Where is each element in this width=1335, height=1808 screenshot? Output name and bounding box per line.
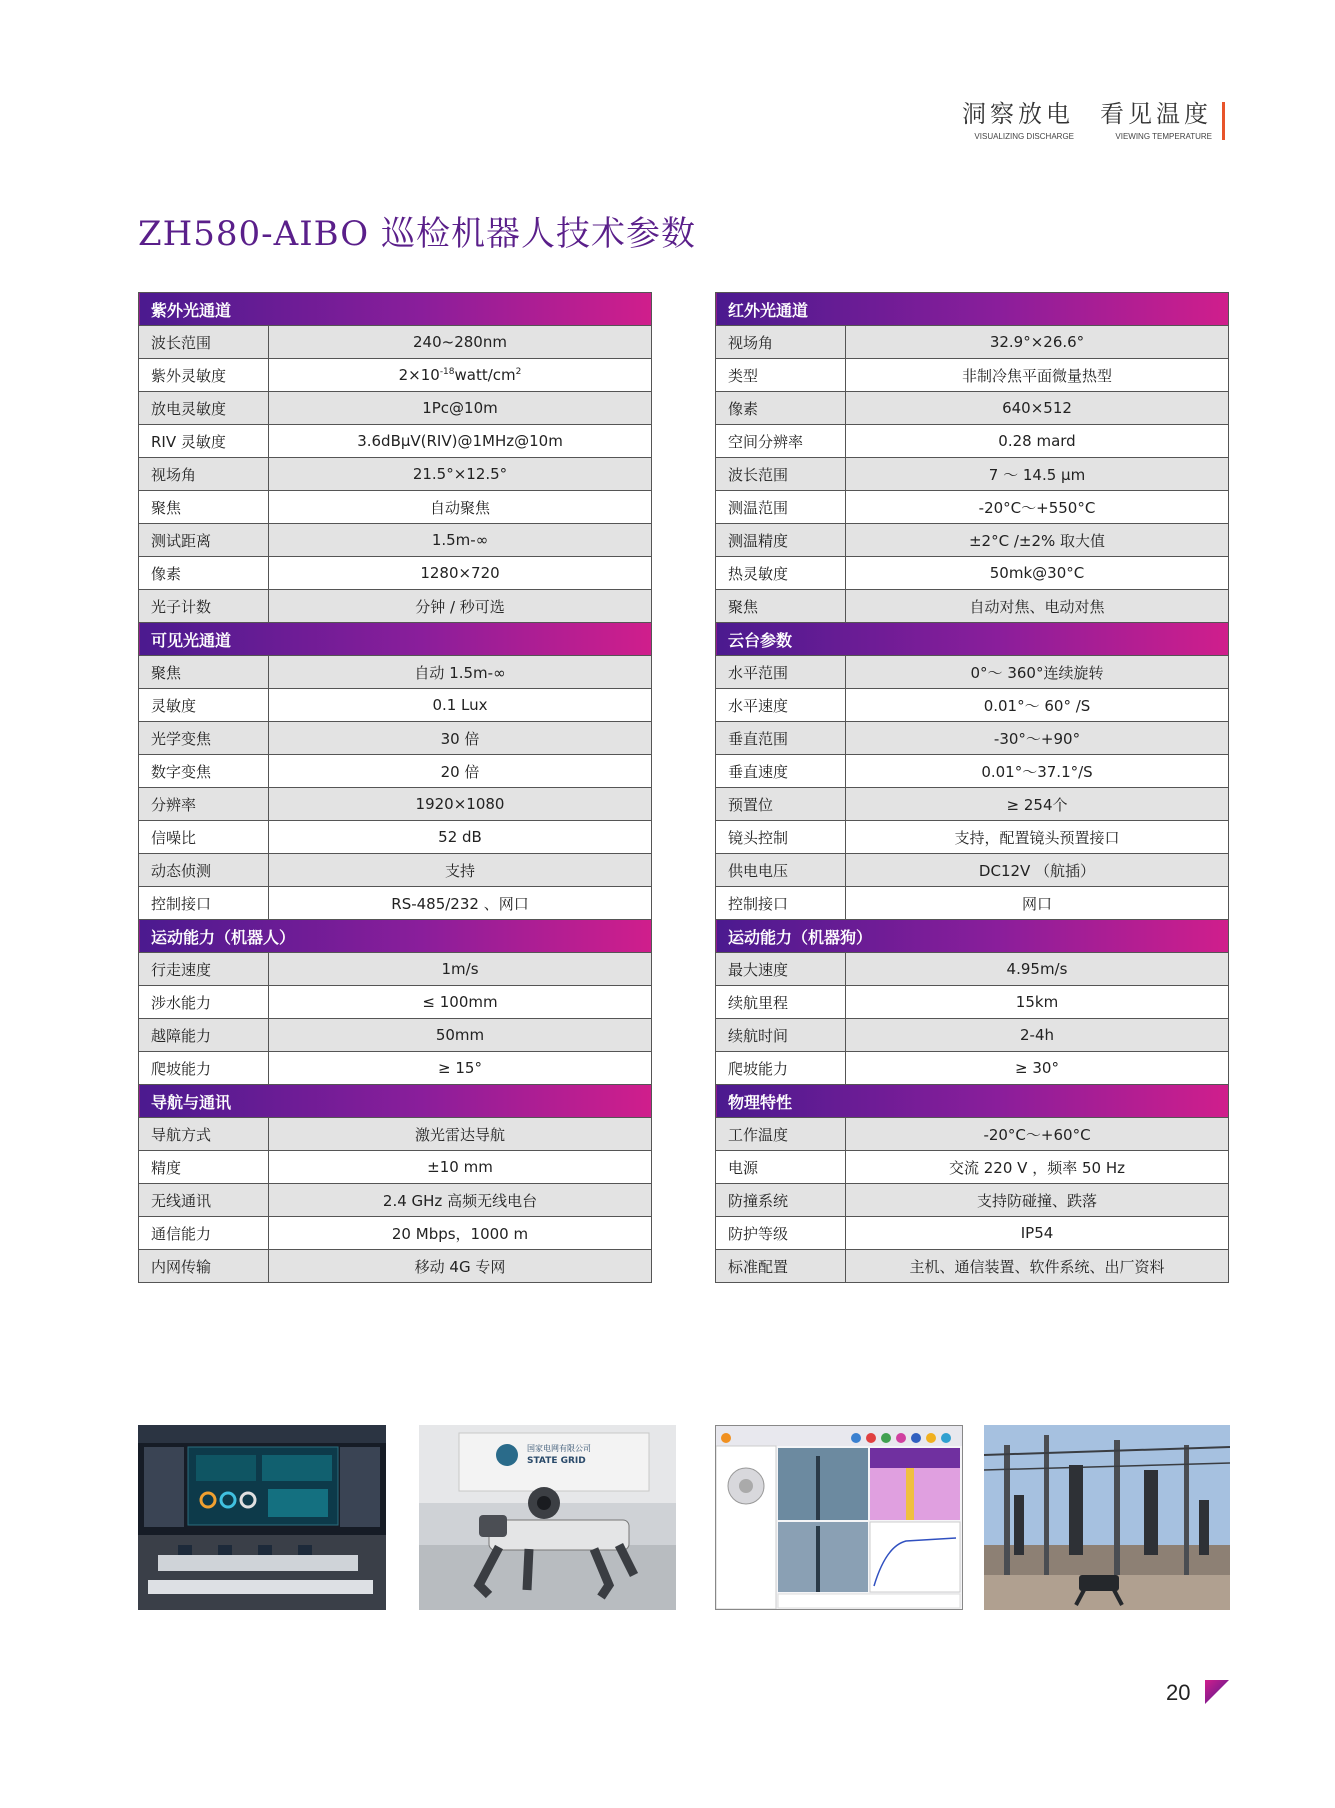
table-row: [139, 326, 652, 359]
param-name: 行走速度: [139, 953, 269, 986]
param-name: 爬坡能力: [139, 1052, 269, 1085]
section-header: [716, 623, 1229, 656]
param-name: 最大速度: [716, 953, 846, 986]
param-name: 供电电压: [716, 854, 846, 887]
table-row: [716, 1019, 1229, 1052]
param-name: 水平范围: [716, 656, 846, 689]
slogan-temperature-en: VIEWING TEMPERATURE: [1115, 132, 1212, 141]
section-title: 运动能力（机器人）: [139, 920, 652, 953]
param-name: 动态侦测: [139, 854, 269, 887]
table-row: [139, 1151, 652, 1184]
table-row: [716, 854, 1229, 887]
param-name: 涉水能力: [139, 986, 269, 1019]
table-row: [716, 986, 1229, 1019]
param-value: 52 dB: [269, 821, 652, 854]
param-name: 像素: [139, 557, 269, 590]
param-value: 支持: [269, 854, 652, 887]
param-value: 主机、通信装置、软件系统、出厂资料: [846, 1250, 1229, 1283]
param-value: ≥ 254个: [846, 788, 1229, 821]
page-title: ZH580-AIBO 巡检机器人技术参数: [138, 214, 696, 254]
section-header: [139, 623, 652, 656]
table-row: [139, 359, 652, 392]
section-header: [139, 920, 652, 953]
software-screenshot-photo: [715, 1425, 963, 1610]
param-value: -20°C～+60°C: [846, 1118, 1229, 1151]
param-value: 自动聚焦: [269, 491, 652, 524]
state-grid-en: STATE GRID: [527, 1456, 586, 1466]
param-name: 光学变焦: [139, 722, 269, 755]
param-name: 聚焦: [139, 656, 269, 689]
table-row: [139, 1118, 652, 1151]
table-row: [716, 821, 1229, 854]
param-value: 0.28 mard: [846, 425, 1229, 458]
param-name: 视场角: [716, 326, 846, 359]
param-name: 内网传输: [139, 1250, 269, 1283]
table-row: [716, 590, 1229, 623]
param-name: 续航时间: [716, 1019, 846, 1052]
table-row: [139, 1217, 652, 1250]
robot-dog-photo: [419, 1425, 676, 1610]
spec-table-left: [138, 292, 652, 1283]
param-name: 光子计数: [139, 590, 269, 623]
table-row: [139, 1052, 652, 1085]
param-value: 1Pc@10m: [269, 392, 652, 425]
corner-triangle-icon: [1205, 1680, 1229, 1704]
slogan-temperature: [1100, 100, 1212, 141]
param-name: 类型: [716, 359, 846, 392]
table-row: [139, 425, 652, 458]
param-name: 波长范围: [139, 326, 269, 359]
table-row: [139, 821, 652, 854]
table-row: [139, 953, 652, 986]
param-value: 32.9°×26.6°: [846, 326, 1229, 359]
table-row: [139, 458, 652, 491]
param-value: -20°C～+550°C: [846, 491, 1229, 524]
table-row: [716, 557, 1229, 590]
header-accent-bar: [1222, 102, 1225, 140]
section-title: 可见光通道: [139, 623, 652, 656]
table-row: [139, 788, 652, 821]
param-value: $2\times 10^{-18}watt/cm^2$: [269, 359, 652, 392]
table-row: [139, 854, 652, 887]
param-value: 1920×1080: [269, 788, 652, 821]
table-row: [139, 689, 652, 722]
table-row: [716, 524, 1229, 557]
control-room-photo: [138, 1425, 386, 1610]
param-value: 20 Mbps，1000 m: [269, 1217, 652, 1250]
table-row: [139, 557, 652, 590]
param-value: 240~280nm: [269, 326, 652, 359]
param-value: ≥ 30°: [846, 1052, 1229, 1085]
table-row: [716, 425, 1229, 458]
table-row: [716, 392, 1229, 425]
param-value: 自动对焦、电动对焦: [846, 590, 1229, 623]
param-value: 1.5m-∞: [269, 524, 652, 557]
slogan-discharge-en: VISUALIZING DISCHARGE: [974, 132, 1074, 141]
table-row: [139, 1250, 652, 1283]
param-value: 7 ～ 14.5 μm: [846, 458, 1229, 491]
table-row: [716, 788, 1229, 821]
param-name: 水平速度: [716, 689, 846, 722]
param-name: 波长范围: [716, 458, 846, 491]
param-value: 50mm: [269, 1019, 652, 1052]
table-row: [716, 887, 1229, 920]
param-value: 20 倍: [269, 755, 652, 788]
param-name: 分辨率: [139, 788, 269, 821]
param-name: 标准配置: [716, 1250, 846, 1283]
param-name: 视场角: [139, 458, 269, 491]
param-value: 640×512: [846, 392, 1229, 425]
param-value: 0°～ 360°连续旋转: [846, 656, 1229, 689]
section-header: [139, 293, 652, 326]
table-row: [716, 458, 1229, 491]
param-value: 支持防碰撞、跌落: [846, 1184, 1229, 1217]
param-name: 数字变焦: [139, 755, 269, 788]
table-row: [716, 1184, 1229, 1217]
param-name: 预置位: [716, 788, 846, 821]
section-header: [716, 293, 1229, 326]
param-name: 无线通讯: [139, 1184, 269, 1217]
param-name: 热灵敏度: [716, 557, 846, 590]
section-title: 云台参数: [716, 623, 1229, 656]
param-name: 防护等级: [716, 1217, 846, 1250]
page-header: [962, 100, 1225, 141]
table-row: [716, 359, 1229, 392]
param-name: 信噪比: [139, 821, 269, 854]
param-name: RIV 灵敏度: [139, 425, 269, 458]
photo-strip: [0, 1425, 1335, 1610]
param-value: 非制冷焦平面微量热型: [846, 359, 1229, 392]
param-value: 3.6dBμV(RIV)@1MHz@10m: [269, 425, 652, 458]
param-name: 紫外灵敏度: [139, 359, 269, 392]
param-value: 1m/s: [269, 953, 652, 986]
table-row: [139, 590, 652, 623]
param-value: 2.4 GHz 高频无线电台: [269, 1184, 652, 1217]
table-row: [139, 722, 652, 755]
slogan-temperature-cn: 看见温度: [1100, 100, 1212, 128]
param-name: 爬坡能力: [716, 1052, 846, 1085]
param-name: 聚焦: [139, 491, 269, 524]
param-value: 2-4h: [846, 1019, 1229, 1052]
param-name: 测温范围: [716, 491, 846, 524]
param-name: 续航里程: [716, 986, 846, 1019]
section-title: 红外光通道: [716, 293, 1229, 326]
param-value: 激光雷达导航: [269, 1118, 652, 1151]
table-row: [139, 1019, 652, 1052]
param-value: ≥ 15°: [269, 1052, 652, 1085]
param-name: 导航方式: [139, 1118, 269, 1151]
param-value: ±2°C /±2% 取大值: [846, 524, 1229, 557]
param-value: 21.5°×12.5°: [269, 458, 652, 491]
param-name: 电源: [716, 1151, 846, 1184]
param-value: 1280×720: [269, 557, 652, 590]
param-name: 聚焦: [716, 590, 846, 623]
section-title: 导航与通讯: [139, 1085, 652, 1118]
param-value: ≤ 100mm: [269, 986, 652, 1019]
param-name: 控制接口: [716, 887, 846, 920]
param-name: 测试距离: [139, 524, 269, 557]
table-row: [716, 1250, 1229, 1283]
param-name: 灵敏度: [139, 689, 269, 722]
param-value: 30 倍: [269, 722, 652, 755]
param-name: 垂直范围: [716, 722, 846, 755]
param-name: 测温精度: [716, 524, 846, 557]
param-name: 精度: [139, 1151, 269, 1184]
table-row: [716, 1118, 1229, 1151]
table-row: [139, 491, 652, 524]
param-value: 4.95m/s: [846, 953, 1229, 986]
page-number: 20: [1166, 1680, 1191, 1705]
param-name: 垂直速度: [716, 755, 846, 788]
slogan-discharge-cn: 洞察放电: [962, 100, 1074, 128]
section-header: [716, 1085, 1229, 1118]
param-value: 移动 4G 专网: [269, 1250, 652, 1283]
param-name: 工作温度: [716, 1118, 846, 1151]
param-value: IP54: [846, 1217, 1229, 1250]
table-row: [716, 491, 1229, 524]
table-row: [716, 689, 1229, 722]
section-header: [139, 1085, 652, 1118]
table-row: [716, 326, 1229, 359]
spec-table-right: [715, 292, 1229, 1283]
param-value: DC12V （航插）: [846, 854, 1229, 887]
param-value: 网口: [846, 887, 1229, 920]
param-name: 镜头控制: [716, 821, 846, 854]
slogan-discharge: [962, 100, 1074, 141]
table-row: [139, 656, 652, 689]
param-value: RS-485/232 、网口: [269, 887, 652, 920]
param-value: -30°～+90°: [846, 722, 1229, 755]
table-row: [139, 392, 652, 425]
table-row: [716, 722, 1229, 755]
param-value: 0.1 Lux: [269, 689, 652, 722]
table-row: [139, 755, 652, 788]
param-name: 越障能力: [139, 1019, 269, 1052]
table-row: [716, 656, 1229, 689]
param-name: 通信能力: [139, 1217, 269, 1250]
param-value: ±10 mm: [269, 1151, 652, 1184]
substation-photo: [984, 1425, 1230, 1610]
param-name: 放电灵敏度: [139, 392, 269, 425]
state-grid-cn: 国家电网有限公司: [527, 1444, 591, 1453]
table-row: [716, 953, 1229, 986]
table-row: [139, 986, 652, 1019]
table-row: [716, 1151, 1229, 1184]
param-value: 0.01°～37.1°/S: [846, 755, 1229, 788]
param-value: 自动 1.5m-∞: [269, 656, 652, 689]
param-value: 分钟 / 秒可选: [269, 590, 652, 623]
table-row: [716, 1052, 1229, 1085]
section-title: 运动能力（机器狗）: [716, 920, 1229, 953]
param-value: 交流 220 V ，频率 50 Hz: [846, 1151, 1229, 1184]
table-row: [139, 1184, 652, 1217]
param-name: 空间分辨率: [716, 425, 846, 458]
table-row: [716, 1217, 1229, 1250]
param-value: 支持，配置镜头预置接口: [846, 821, 1229, 854]
table-row: [716, 755, 1229, 788]
section-title: 物理特性: [716, 1085, 1229, 1118]
param-value: 15km: [846, 986, 1229, 1019]
param-name: 控制接口: [139, 887, 269, 920]
param-name: 像素: [716, 392, 846, 425]
section-title: 紫外光通道: [139, 293, 652, 326]
param-value: 0.01°～ 60° /S: [846, 689, 1229, 722]
param-name: 防撞系统: [716, 1184, 846, 1217]
section-header: [716, 920, 1229, 953]
table-row: [139, 524, 652, 557]
table-row: [139, 887, 652, 920]
param-value: 50mk@30°C: [846, 557, 1229, 590]
